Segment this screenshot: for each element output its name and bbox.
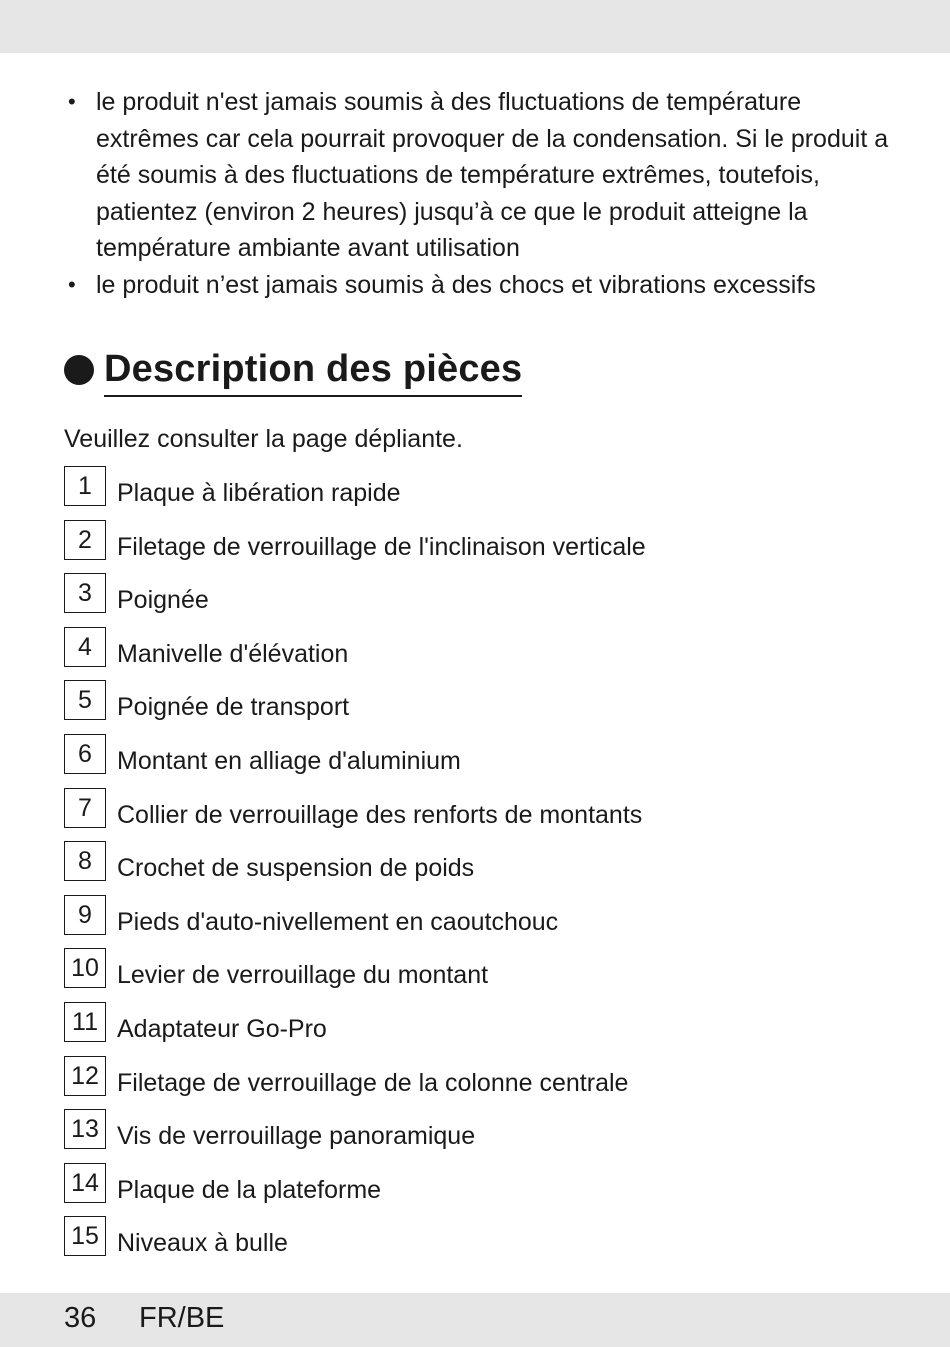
part-number-box: 5 [64, 680, 106, 720]
part-number-box: 10 [64, 948, 106, 988]
bullet-item [64, 84, 894, 267]
part-label: Filetage de verrouillage de l'inclinaison verticale [117, 532, 646, 561]
bullet-list [64, 84, 894, 303]
part-number-box: 7 [64, 788, 106, 828]
part-number-box: 6 [64, 734, 106, 774]
part-number-box: 12 [64, 1056, 106, 1096]
part-item [64, 1216, 646, 1270]
part-item [64, 1163, 646, 1217]
part-number-box: 1 [64, 466, 106, 506]
part-item [64, 1056, 646, 1110]
part-number-box: 2 [64, 520, 106, 560]
part-item [64, 788, 646, 842]
part-label: Poignée [117, 586, 209, 615]
part-label: Levier de verrouillage du montant [117, 961, 489, 990]
parts-list [64, 466, 646, 1270]
section-heading [64, 344, 522, 400]
part-item [64, 895, 646, 949]
bullet-item [64, 267, 894, 304]
part-label: Collier de verrouillage des renforts de montants [117, 800, 643, 829]
part-label: Poignée de transport [117, 693, 350, 722]
section-intro: Veuillez consulter la page dépliante. [64, 425, 463, 453]
header-band [0, 0, 950, 53]
part-item [64, 466, 646, 520]
part-label: Filetage de verrouillage de la colonne centrale [117, 1068, 629, 1097]
part-item [64, 680, 646, 734]
part-label: Plaque de la plateforme [117, 1175, 382, 1204]
part-number-box: 13 [64, 1109, 106, 1149]
part-label: Pieds d'auto-nivellement en caoutchouc [117, 907, 559, 936]
part-item [64, 841, 646, 895]
part-label: Manivelle d'élévation [117, 639, 349, 668]
part-number-box: 11 [64, 1002, 106, 1042]
part-number-box: 8 [64, 841, 106, 881]
part-label: Niveaux à bulle [117, 1229, 288, 1258]
part-item [64, 627, 646, 681]
section-title: Description des pièces [104, 347, 522, 397]
region-label: FR/BE [139, 1302, 225, 1334]
part-item [64, 1002, 646, 1056]
part-item [64, 734, 646, 788]
part-item [64, 948, 646, 1002]
part-label: Vis de verrouillage panoramique [117, 1122, 476, 1151]
part-label: Adaptateur Go-Pro [117, 1014, 327, 1043]
part-item [64, 520, 646, 574]
part-number-box: 3 [64, 573, 106, 613]
part-label: Montant en alliage d'aluminium [117, 746, 461, 775]
part-item [64, 573, 646, 627]
part-label: Plaque à libération rapide [117, 479, 401, 507]
part-number-box: 14 [64, 1163, 106, 1203]
bullet-text: le produit n’est jamais soumis à des chocs et vibrations excessifs [96, 270, 816, 299]
bullet-dot: • [68, 89, 76, 114]
part-label: Crochet de suspension de poids [117, 854, 475, 883]
part-number-box: 4 [64, 627, 106, 667]
page-number: 36 [64, 1302, 97, 1334]
bullet-dot: • [68, 271, 76, 297]
part-number-box: 15 [64, 1216, 106, 1256]
bullet-text: le produit n'est jamais soumis à des fluctuations de température extrêmes car cela pourrait provoquer de la condensation. Si le produit a été soumis à des fluctuations de température extrêmes, toutefois, patientez (environ 2 heures) jusqu’à ce que le produit atteigne la température ambiante avant utilisation [96, 88, 889, 262]
part-item [64, 1109, 646, 1163]
part-number-box: 9 [64, 895, 106, 935]
heading-bullet-icon [64, 355, 94, 385]
